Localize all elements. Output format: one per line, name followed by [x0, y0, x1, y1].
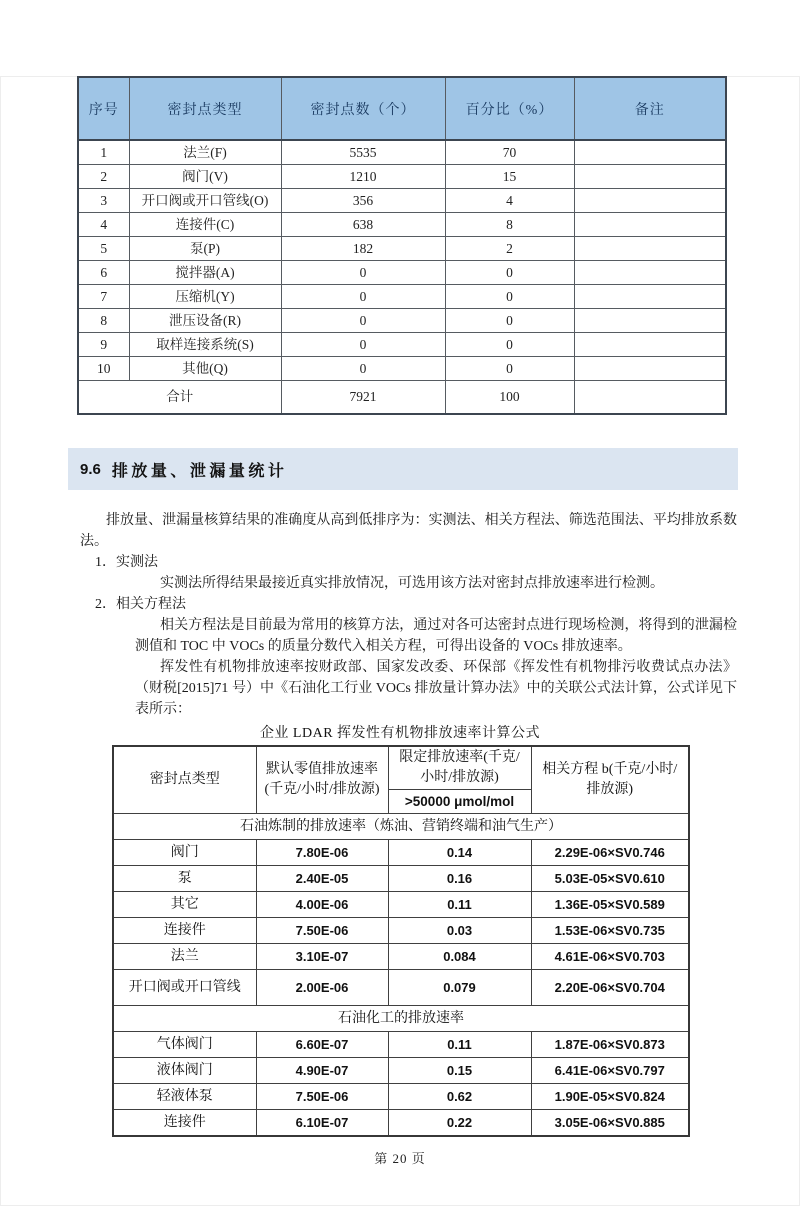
paragraph: 挥发性有机物排放速率按财政部、国家发改委、环保部《挥发性有机物排污收费试点办法》（财税[2015]71 号）中《石油化工行业 VOCs 排放量计算办法》中的关联公式法计算，公式详见下表所示： — [135, 660, 737, 717]
no-cell: 6 — [78, 261, 129, 285]
note-cell — [574, 237, 726, 261]
table-row — [78, 189, 726, 213]
type-cell: 泵(P) — [129, 237, 281, 261]
note-cell — [574, 140, 726, 165]
equation-cell: 1.87E-06×SV0.873 — [531, 1032, 689, 1058]
table-row — [113, 1032, 689, 1058]
no-cell: 3 — [78, 189, 129, 213]
percent-cell: 8 — [445, 213, 574, 237]
no-cell: 9 — [78, 333, 129, 357]
limit-rate-cell: 0.079 — [388, 970, 531, 1006]
no-cell: 8 — [78, 309, 129, 333]
page-number: 第 20 页 — [374, 1151, 426, 1166]
no-cell: 2 — [78, 165, 129, 189]
note-cell — [574, 213, 726, 237]
list-item-2: 2．相关方程法 — [95, 597, 186, 612]
equation-cell: 6.41E-06×SV0.797 — [531, 1058, 689, 1084]
table-row — [78, 333, 726, 357]
default-zero-rate-cell: 4.90E-07 — [256, 1058, 388, 1084]
table-row — [113, 1110, 689, 1137]
percent-cell: 0 — [445, 357, 574, 381]
type-cell: 其他(Q) — [129, 357, 281, 381]
section-title: 排放量、泄漏量统计 — [111, 462, 288, 480]
table-row — [78, 285, 726, 309]
equation-cell: 2.20E-06×SV0.704 — [531, 970, 689, 1006]
note-cell — [574, 189, 726, 213]
group-label: 石油炼制的排放速率（炼油、营销终端和油气生产） — [113, 814, 689, 840]
type-cell: 连接件 — [113, 918, 256, 944]
document-page — [0, 76, 800, 1206]
count-cell: 0 — [281, 261, 445, 285]
count-cell: 1210 — [281, 165, 445, 189]
group-row-petrochemical — [113, 1006, 689, 1032]
equation-cell: 1.36E-05×SV0.589 — [531, 892, 689, 918]
count-cell: 0 — [281, 309, 445, 333]
equation-cell: 4.61E-06×SV0.703 — [531, 944, 689, 970]
type-cell: 法兰(F) — [129, 140, 281, 165]
default-zero-rate-cell: 7.50E-06 — [256, 918, 388, 944]
seal-point-count-table — [77, 76, 727, 415]
header-correlation-equation: 相关方程 b(千克/小时/排放源) — [531, 746, 689, 814]
header-seal-type: 密封点类型 — [113, 746, 256, 814]
limit-rate-cell: 0.22 — [388, 1110, 531, 1137]
group-row-refining — [113, 814, 689, 840]
type-cell: 液体阀门 — [113, 1058, 256, 1084]
limit-rate-cell: 0.62 — [388, 1084, 531, 1110]
limit-rate-cell: 0.16 — [388, 866, 531, 892]
type-cell: 开口阀或开口管线(O) — [129, 189, 281, 213]
type-cell: 其它 — [113, 892, 256, 918]
table-header-row — [113, 746, 689, 790]
limit-rate-cell: 0.084 — [388, 944, 531, 970]
no-cell: 4 — [78, 213, 129, 237]
section-heading — [68, 448, 738, 490]
percent-cell: 0 — [445, 261, 574, 285]
percent-cell: 15 — [445, 165, 574, 189]
type-cell: 连接件(C) — [129, 213, 281, 237]
note-cell — [574, 285, 726, 309]
no-cell: 7 — [78, 285, 129, 309]
note-cell — [574, 333, 726, 357]
table-row — [78, 165, 726, 189]
header-limit-rate: 限定排放速率(千克/小时/排放源) — [388, 746, 531, 790]
limit-rate-cell: 0.03 — [388, 918, 531, 944]
equation-cell: 5.03E-05×SV0.610 — [531, 866, 689, 892]
count-cell: 0 — [281, 285, 445, 309]
percent-cell: 0 — [445, 333, 574, 357]
header-default-zero-rate: 默认零值排放速率(千克/小时/排放源) — [256, 746, 388, 814]
no-cell: 5 — [78, 237, 129, 261]
table-row — [113, 918, 689, 944]
emission-rate-formula-table — [112, 745, 690, 1137]
total-percent-cell: 100 — [445, 381, 574, 415]
default-zero-rate-cell: 4.00E-06 — [256, 892, 388, 918]
default-zero-rate-cell: 7.80E-06 — [256, 840, 388, 866]
table-row — [78, 213, 726, 237]
table-row — [113, 970, 689, 1006]
limit-rate-cell: 0.11 — [388, 892, 531, 918]
total-label-cell: 合计 — [78, 381, 281, 415]
count-cell: 0 — [281, 333, 445, 357]
note-cell — [574, 165, 726, 189]
type-cell: 轻液体泵 — [113, 1084, 256, 1110]
default-zero-rate-cell: 6.10E-07 — [256, 1110, 388, 1137]
no-cell: 10 — [78, 357, 129, 381]
default-zero-rate-cell: 7.50E-06 — [256, 1084, 388, 1110]
equation-cell: 3.05E-06×SV0.885 — [531, 1110, 689, 1137]
table-row — [113, 866, 689, 892]
count-cell: 182 — [281, 237, 445, 261]
type-cell: 阀门(V) — [129, 165, 281, 189]
table-total-row — [78, 381, 726, 415]
type-cell: 泵 — [113, 866, 256, 892]
percent-cell: 0 — [445, 309, 574, 333]
type-cell: 取样连接系统(S) — [129, 333, 281, 357]
note-cell — [574, 381, 726, 415]
header-no: 序号 — [78, 77, 129, 140]
limit-rate-cell: 0.14 — [388, 840, 531, 866]
no-cell: 1 — [78, 140, 129, 165]
default-zero-rate-cell: 6.60E-07 — [256, 1032, 388, 1058]
table-row — [113, 840, 689, 866]
table-row — [113, 1084, 689, 1110]
header-limit-rate-threshold: >50000 μmol/mol — [388, 790, 531, 814]
table-row — [78, 140, 726, 165]
table-row — [78, 261, 726, 285]
table-header-row — [78, 77, 726, 140]
default-zero-rate-cell: 2.40E-05 — [256, 866, 388, 892]
header-seal-type: 密封点类型 — [129, 77, 281, 140]
total-count-cell: 7921 — [281, 381, 445, 415]
percent-cell: 4 — [445, 189, 574, 213]
equation-cell: 1.53E-06×SV0.735 — [531, 918, 689, 944]
section-number: 9.6 — [80, 460, 101, 478]
table-row — [113, 944, 689, 970]
paragraph: 相关方程法是目前最为常用的核算方法，通过对各可达密封点进行现场检测，将得到的泄漏检测值和 TOC 中 VOCs 的质量分数代入相关方程，可得出设备的 VOCs 排放速率。 — [135, 618, 737, 654]
paragraph: 实测法所得结果最接近真实排放情况，可选用该方法对密封点排放速率进行检测。 — [160, 576, 664, 591]
count-cell: 0 — [281, 357, 445, 381]
note-cell — [574, 261, 726, 285]
table-row — [78, 237, 726, 261]
count-cell: 356 — [281, 189, 445, 213]
limit-rate-cell: 0.11 — [388, 1032, 531, 1058]
paragraph: 排放量、泄漏量核算结果的准确度从高到低排序为：实测法、相关方程法、筛选范围法、平均排放系数法。 — [80, 513, 737, 549]
percent-cell: 2 — [445, 237, 574, 261]
equation-cell: 1.90E-05×SV0.824 — [531, 1084, 689, 1110]
default-zero-rate-cell: 3.10E-07 — [256, 944, 388, 970]
body-text — [0, 490, 800, 720]
list-item-1: 1．实测法 — [95, 555, 158, 570]
equation-cell: 2.29E-06×SV0.746 — [531, 840, 689, 866]
limit-rate-cell: 0.15 — [388, 1058, 531, 1084]
type-cell: 搅拌器(A) — [129, 261, 281, 285]
header-percent: 百分比（%） — [445, 77, 574, 140]
percent-cell: 70 — [445, 140, 574, 165]
count-cell: 5535 — [281, 140, 445, 165]
table-row — [78, 309, 726, 333]
group-label: 石油化工的排放速率 — [113, 1006, 689, 1032]
table2-title: 企业 LDAR 挥发性有机物排放速率计算公式 — [259, 726, 541, 741]
header-seal-count: 密封点数（个） — [281, 77, 445, 140]
header-note: 备注 — [574, 77, 726, 140]
type-cell: 气体阀门 — [113, 1032, 256, 1058]
percent-cell: 0 — [445, 285, 574, 309]
type-cell: 泄压设备(R) — [129, 309, 281, 333]
type-cell: 开口阀或开口管线 — [113, 970, 256, 1006]
type-cell: 法兰 — [113, 944, 256, 970]
type-cell: 连接件 — [113, 1110, 256, 1137]
default-zero-rate-cell: 2.00E-06 — [256, 970, 388, 1006]
type-cell: 阀门 — [113, 840, 256, 866]
count-cell: 638 — [281, 213, 445, 237]
note-cell — [574, 309, 726, 333]
table-row — [78, 357, 726, 381]
type-cell: 压缩机(Y) — [129, 285, 281, 309]
table-row — [113, 892, 689, 918]
table-row — [113, 1058, 689, 1084]
note-cell — [574, 357, 726, 381]
